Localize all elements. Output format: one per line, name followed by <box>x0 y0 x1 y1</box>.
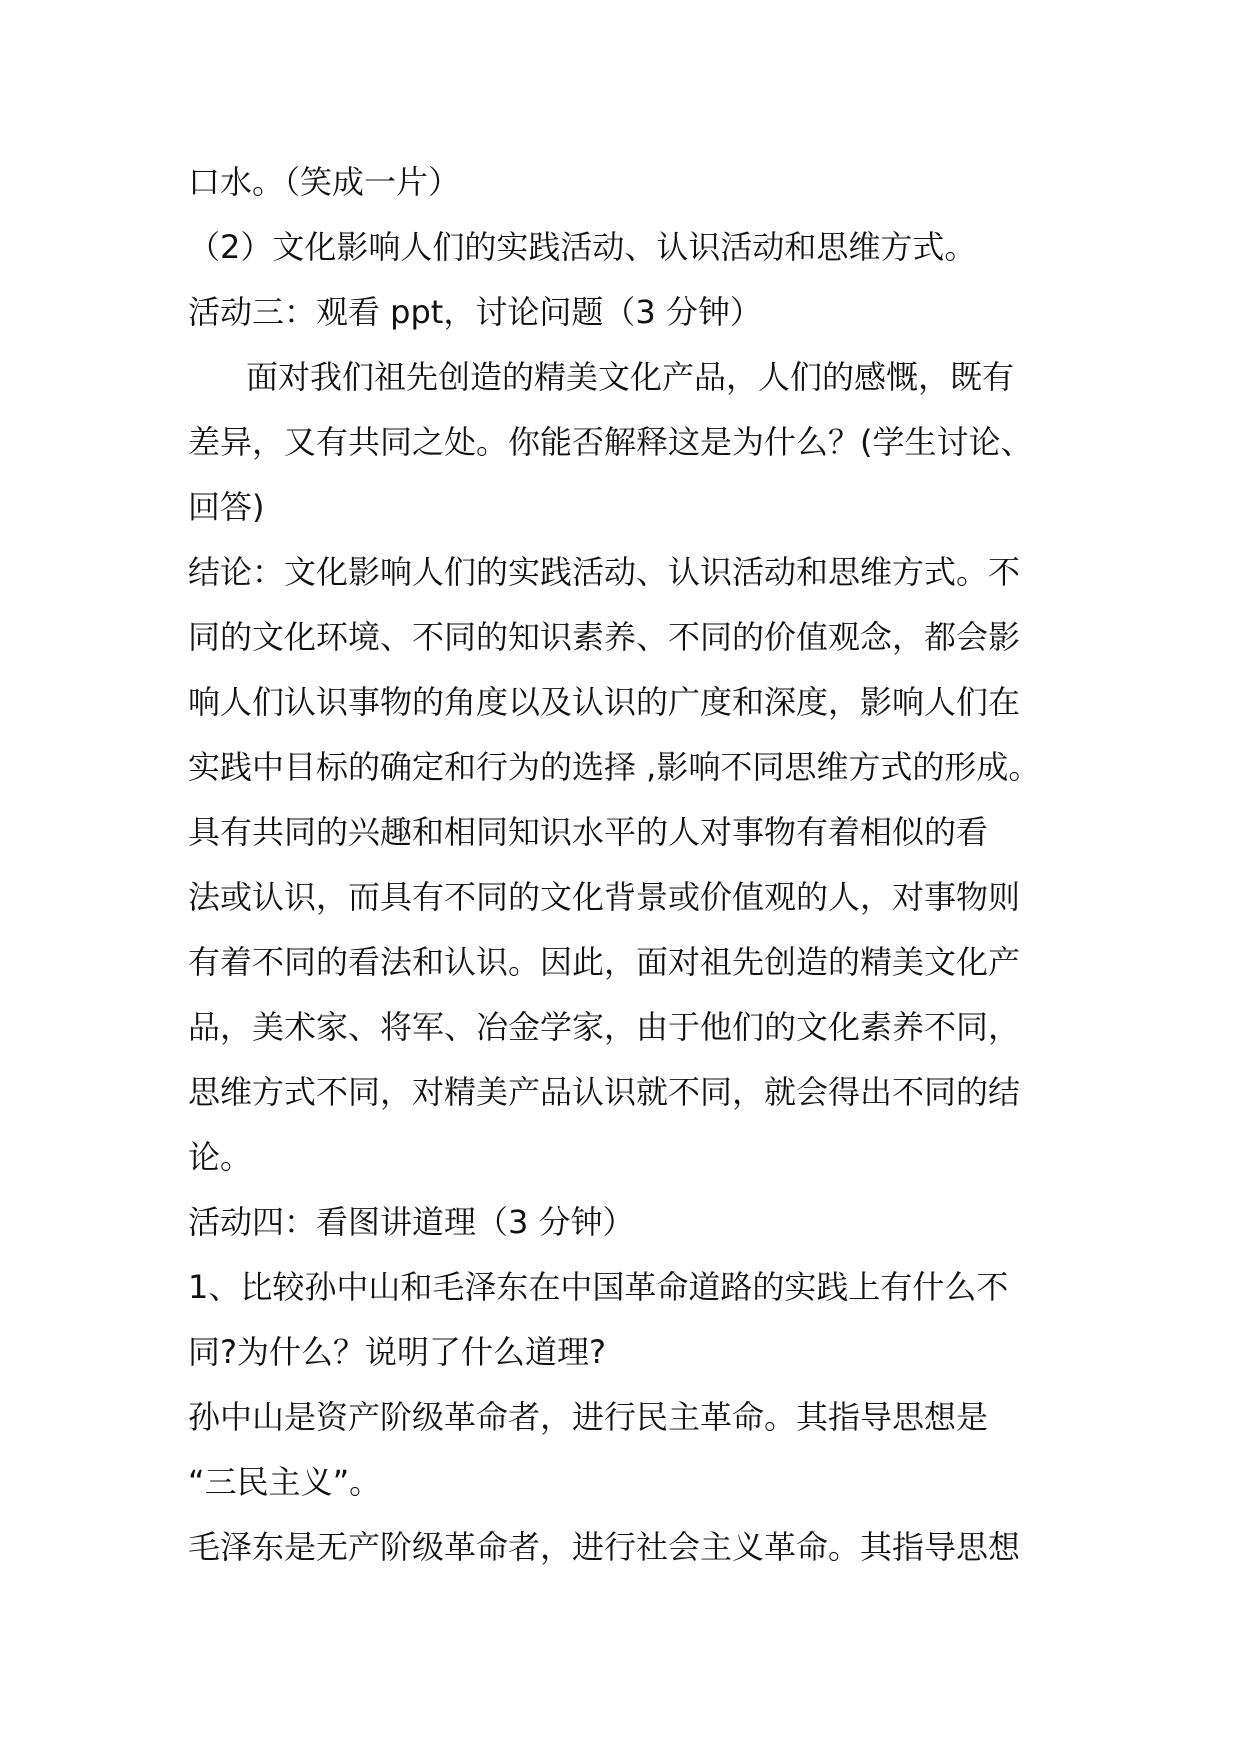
text-line: 面对我们祖先创造的精美文化产品，人们的感慨，既有 <box>246 358 1015 396</box>
text-line: 1、比较孙中山和毛泽东在中国革命道路的实践上有什么不 <box>188 1268 1009 1306</box>
text-line: 孙中山是资产阶级革命者，进行民主革命。其指导思想是 <box>188 1398 989 1436</box>
text-line: 论。 <box>188 1138 253 1176</box>
text-line: 口水。（笑成一片） <box>188 163 461 201</box>
document-body <box>188 150 1060 1580</box>
text-line: 差异，又有共同之处。你能否解释这是为什么？(学生讨论、 <box>188 423 1033 461</box>
text-line: 实践中目标的确定和行为的选择 ,影响不同思维方式的形成。 <box>188 748 1041 786</box>
text-line: 响人们认识事物的角度以及认识的广度和深度，影响人们在 <box>188 683 1021 721</box>
text-line: 具有共同的兴趣和相同知识水平的人对事物有着相似的看 <box>188 813 989 851</box>
text-line: （2）文化影响人们的实践活动、认识活动和思维方式。 <box>188 228 977 266</box>
text-line: “三民主义”。 <box>188 1463 382 1501</box>
text-line: 思维方式不同，对精美产品认识就不同，就会得出不同的结 <box>188 1073 1021 1111</box>
text-line: 同的文化环境、不同的知识素养、不同的价值观念，都会影 <box>188 618 1021 656</box>
text-line: 法或认识，而具有不同的文化背景或价值观的人，对事物则 <box>188 878 1021 916</box>
text-line: 活动四：看图讲道理（3 分钟） <box>188 1203 635 1241</box>
text-line: 品，美术家、将军、冶金学家，由于他们的文化素养不同， <box>188 1008 1021 1046</box>
text-line: 同?为什么？说明了什么道理? <box>188 1333 606 1371</box>
text-line: 回答) <box>188 488 265 526</box>
text-line: 活动三：观看 ppt，讨论问题（3 分钟） <box>188 293 762 331</box>
text-line: 毛泽东是无产阶级革命者，进行社会主义革命。其指导思想 <box>188 1528 1021 1566</box>
text-line: 有着不同的看法和认识。因此，面对祖先创造的精美文化产 <box>188 943 1021 981</box>
text-line: 结论：文化影响人们的实践活动、认识活动和思维方式。不 <box>188 553 1021 591</box>
